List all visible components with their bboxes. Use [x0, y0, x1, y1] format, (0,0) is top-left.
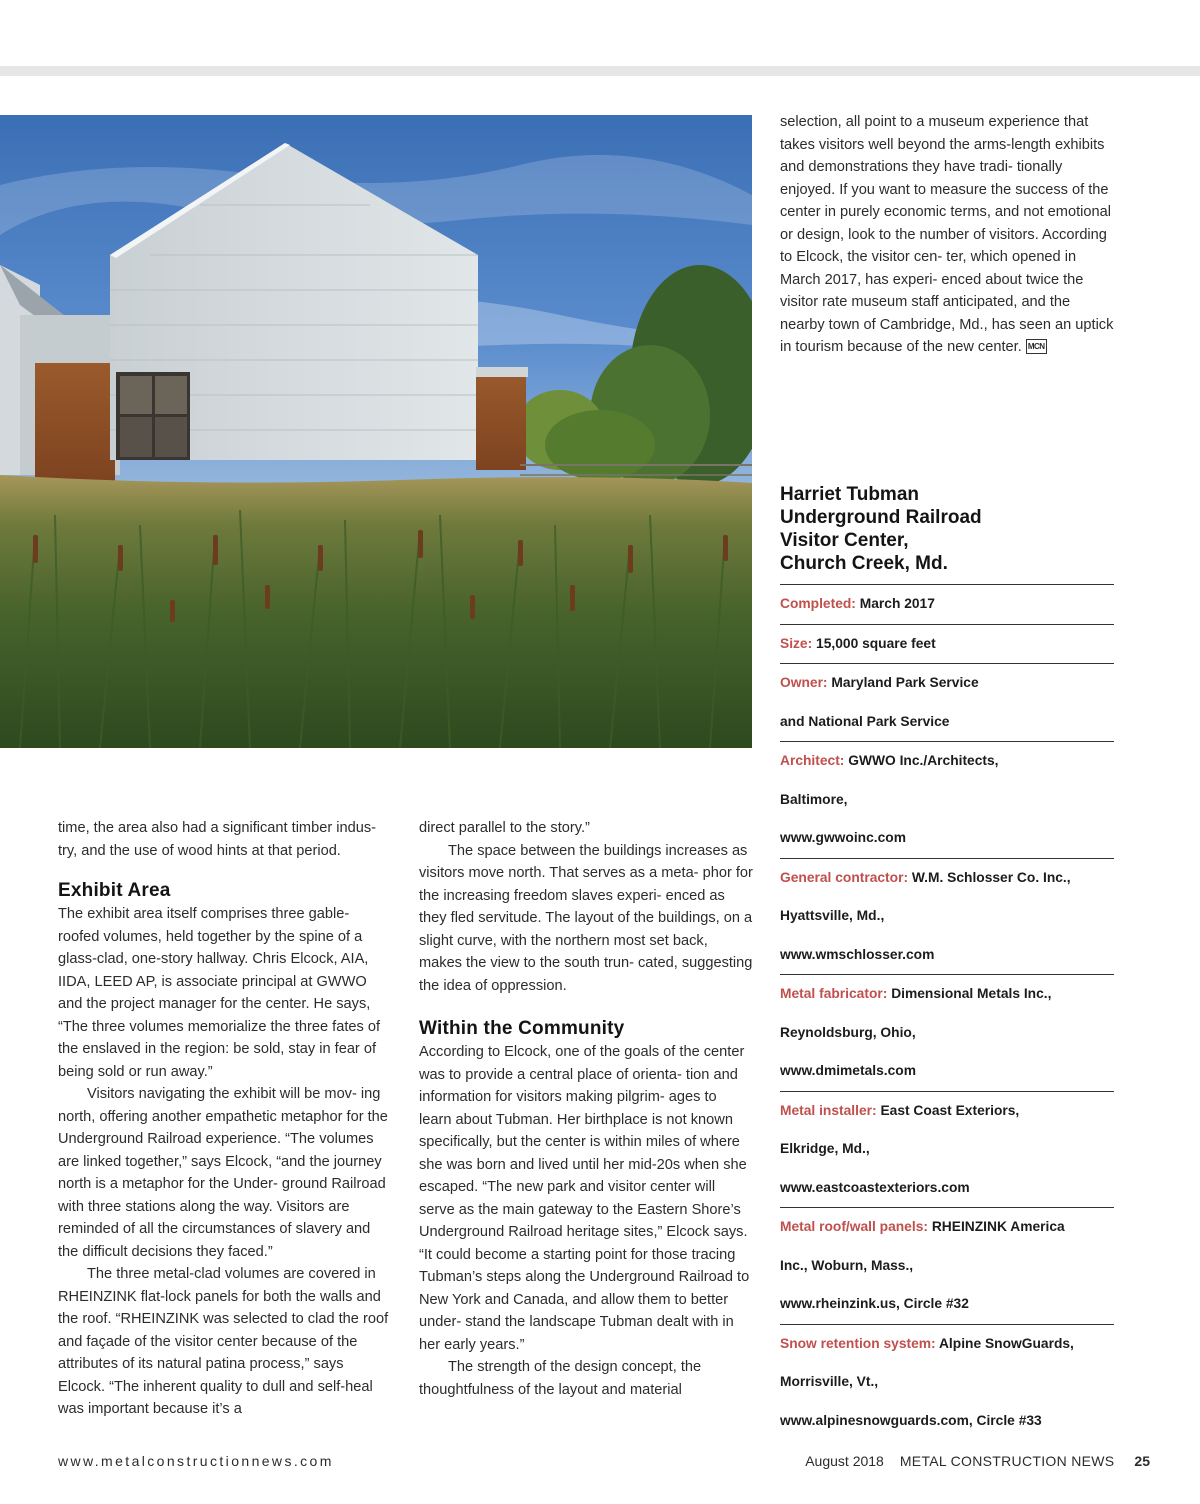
project-title-line: Visitor Center,: [780, 530, 909, 551]
project-title-line: Underground Railroad: [780, 507, 982, 528]
article-column-1: [58, 817, 392, 1421]
spec-line: [780, 1363, 1114, 1402]
spec-value: Alpine SnowGuards,: [938, 1335, 1074, 1351]
body-paragraph: time, the area also had a significant timber indus- try, and the use of wood hints at that period.: [58, 820, 376, 859]
spec-value: March 2017: [859, 596, 935, 611]
footer-folio: [805, 1453, 1150, 1469]
spec-label: Metal roof/wall panels:: [780, 1219, 928, 1234]
body-paragraph: direct parallel to the story.”: [419, 820, 590, 836]
spec-line: [780, 936, 1114, 975]
spec-line: [780, 859, 1114, 898]
spec-line: [780, 975, 1114, 1014]
spec-row: [780, 742, 1114, 859]
section-heading-within-community: Within the Community: [419, 1018, 625, 1039]
spec-line: [780, 742, 1114, 781]
spec-row: [780, 859, 1114, 976]
project-title: [780, 483, 1114, 585]
spec-value: Hyattsville, Md.,: [780, 908, 885, 923]
article-column-2: [419, 817, 753, 1401]
body-paragraph: The space between the buildings increases as visitors move north. That serves as a meta- phor for the increasing freedom slaves experi- enced as they fled servitude. The layout of the buildings, on a slight curve, with the northern most set back, makes the view to the south trun- cated, suggesting the idea of oppression.: [419, 842, 753, 994]
spec-value: Baltimore,: [780, 791, 848, 807]
spec-row: [780, 585, 1114, 625]
spec-line: [780, 1092, 1114, 1131]
spec-row: [780, 975, 1114, 1092]
spec-line: [780, 1247, 1114, 1286]
spec-line: [780, 1052, 1114, 1091]
project-specs: [780, 585, 1114, 1440]
spec-label: Size:: [780, 635, 813, 651]
spec-line: [780, 1130, 1114, 1169]
spec-value: www.dmimetals.com: [780, 1063, 916, 1078]
spec-row: [780, 1092, 1114, 1209]
spec-label: Metal installer:: [780, 1102, 877, 1118]
spec-row: [780, 1208, 1114, 1325]
spec-value: www.rheinzink.us, Circle #32: [780, 1296, 969, 1311]
spec-value: www.gwwoinc.com: [780, 830, 906, 845]
spec-label: Architect:: [780, 753, 845, 768]
spec-label: Metal fabricator:: [780, 986, 888, 1001]
spec-value: Elkridge, Md.,: [780, 1141, 870, 1156]
spec-label: Completed:: [780, 596, 856, 611]
spec-line: [780, 781, 1114, 820]
spec-line: [780, 1402, 1114, 1441]
spec-value: Morrisville, Vt.,: [780, 1374, 879, 1389]
spec-value: Reynoldsburg, Ohio,: [780, 1024, 916, 1040]
spec-value: www.eastcoastexteriors.com: [780, 1179, 970, 1195]
spec-value: Inc., Woburn, Mass.,: [780, 1257, 914, 1273]
spec-line: [780, 664, 1114, 703]
spec-line: [780, 1014, 1114, 1053]
building-photo: [0, 115, 752, 748]
spec-line: [780, 1169, 1114, 1208]
spec-line: [780, 897, 1114, 936]
spec-value: and National Park Service: [780, 713, 950, 729]
spec-value: www.wmschlosser.com: [780, 946, 935, 962]
body-paragraph-text: selection, all point to a museum experience that takes visitors well beyond the arms-length exhibits and demonstrations they have tradi- tionally enjoyed. If you want to measure the success of the center in purely economic terms, and not emotional or design, look to the number of visitors. According to Elcock, the visitor cen- ter, which opened in March 2017, has experi- enced about twice the visitor rate museum staff anticipated, and the nearby town of Cambridge, Md., has seen an uptick in tourism because of the new center.: [780, 114, 1114, 355]
body-paragraph: The three metal-clad volumes are covered in RHEINZINK flat-lock panels for both the walls and the roof. “RHEINZINK was selected to clad the roof and façade of the visitor center because of the attributes of its natural patina process,” says Elcock. “The inherent quality to dull and self-heal was important because it’s a: [58, 1266, 389, 1417]
spec-value: Dimensional Metals Inc.,: [891, 986, 1052, 1001]
spec-line: [780, 585, 1114, 624]
article-column-3: [780, 111, 1116, 359]
mcn-end-mark-icon: MCN: [1026, 339, 1047, 354]
spec-value: W.M. Schlosser Co. Inc.,: [911, 869, 1071, 885]
page-number: 25: [1134, 1453, 1150, 1469]
spec-line: [780, 625, 1114, 664]
spec-value: GWWO Inc./Architects,: [848, 753, 999, 768]
project-title-line: Church Creek, Md.: [780, 553, 948, 574]
body-paragraph: Visitors navigating the exhibit will be mov- ing north, offering another empathetic metaphor for the Underground Railroad experience. “The volumes are linked together,” says Elcock, “and the journey north is a metaphor for the Under- ground Railroad with three stations along the way. Visitors are reminded of all the circumstances of slavery and the difficult decisions they faced.”: [58, 1086, 388, 1260]
building-photo-illustration: [0, 115, 752, 748]
spec-row: [780, 625, 1114, 665]
spec-line: [780, 1325, 1114, 1364]
project-title-line: Harriet Tubman: [780, 484, 920, 505]
spec-value: Maryland Park Service: [831, 675, 979, 690]
top-rule: [0, 66, 1200, 76]
footer-magazine-name: METAL CONSTRUCTION NEWS: [899, 1453, 1115, 1469]
body-paragraph: According to Elcock, one of the goals of the center was to provide a central place of orienta- tion and information for visitors making pilgrim- ages to learn about Tubman. Her birthplace is not known specifically, but the center is within miles of where she was born and lived until her mid-20s when she escaped. “The new park and visitor center will serve as the main gateway to the Eastern Shore’s Underground Railroad heritage sites,” Elcock says. “It could become a starting point for those tracing Tubman’s steps along the Underground Railroad to New York and Canada, and allow them to better under- stand the landscape Tubman dealt with in her early years.”: [419, 1044, 750, 1353]
spec-line: [780, 1208, 1114, 1247]
spec-label: Owner:: [780, 675, 828, 690]
spec-line: [780, 819, 1114, 858]
body-paragraph: The exhibit area itself comprises three gable- roofed volumes, held together by the spine of a glass-clad, one-story hallway. Chris Elcock, AIA, IIDA, LEED AP, is associate principal at GWWO and the project manager for the center. He says, “The three volumes memorialize the three fates of the enslaved in the region: be sold, stay in fear of being sold or run away.”: [58, 906, 381, 1080]
spec-value: RHEINZINK America: [931, 1219, 1065, 1234]
spec-value: www.alpinesnowguards.com, Circle #33: [780, 1412, 1042, 1428]
body-paragraph: [780, 111, 1116, 359]
body-paragraph: The strength of the design concept, the thoughtfulness of the layout and material: [419, 1359, 702, 1398]
spec-line: [780, 703, 1114, 742]
spec-row: [780, 664, 1114, 742]
spec-value: East Coast Exteriors,: [880, 1102, 1020, 1118]
project-info-box: [780, 483, 1114, 1440]
spec-label: General contractor:: [780, 869, 909, 885]
spec-value: 15,000 square feet: [816, 635, 936, 651]
section-heading-exhibit-area: Exhibit Area: [58, 880, 171, 901]
spec-row: [780, 1325, 1114, 1441]
footer-website: www.metalconstructionnews.com: [58, 1453, 334, 1469]
spec-line: [780, 1285, 1114, 1324]
footer-date: August 2018: [805, 1453, 884, 1469]
spec-label: Snow retention system:: [780, 1335, 936, 1351]
